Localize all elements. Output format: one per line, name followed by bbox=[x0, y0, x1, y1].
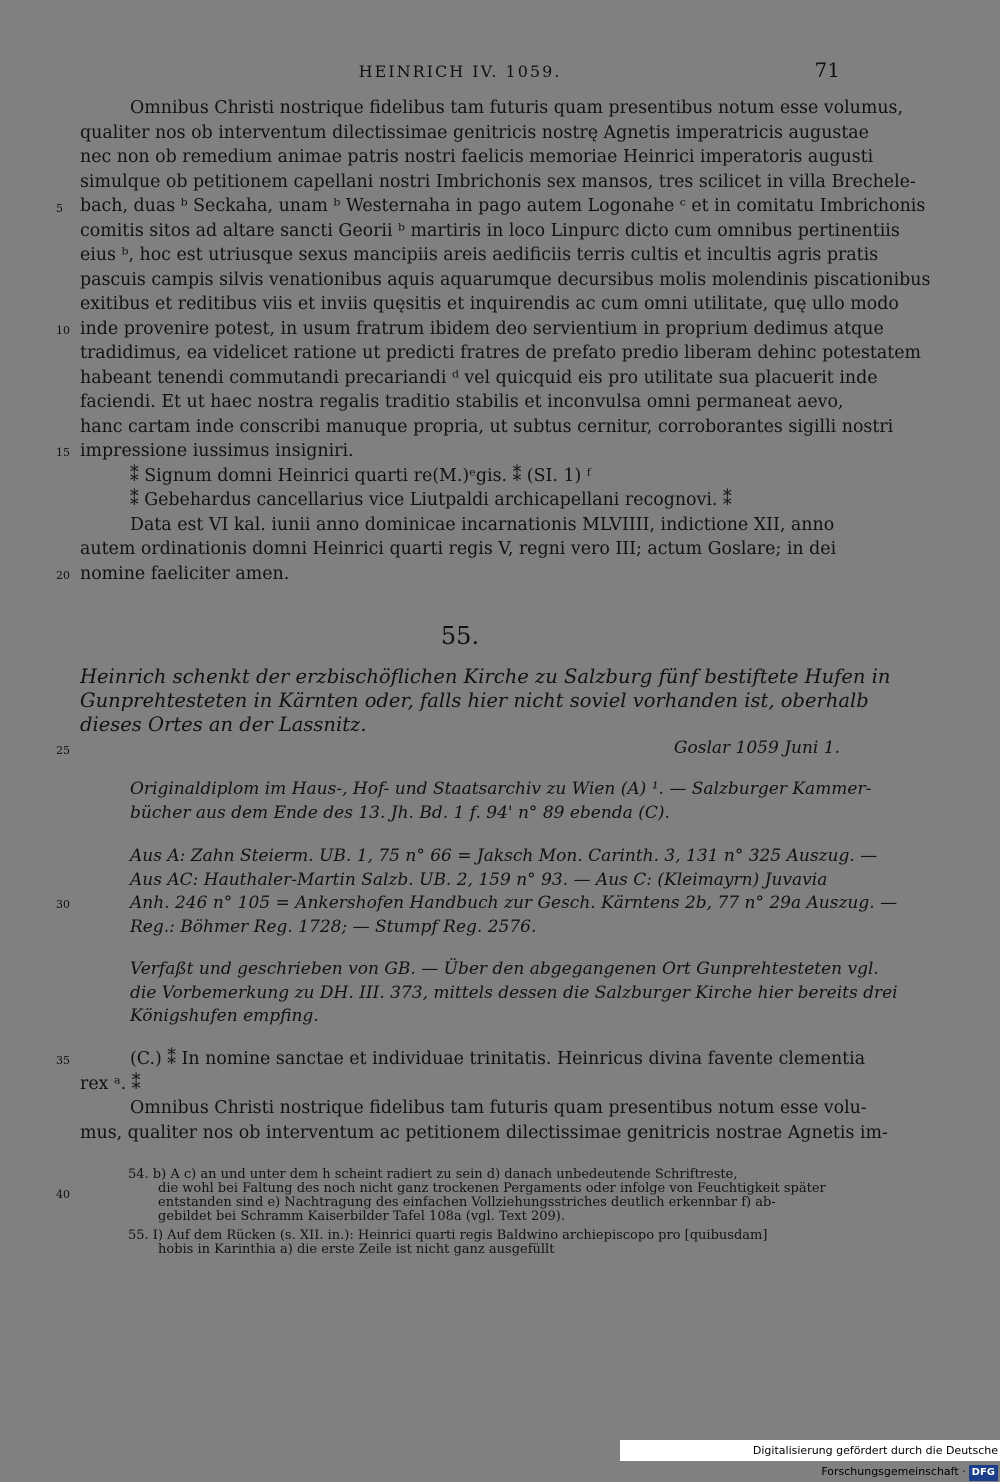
commentary-note bbox=[130, 958, 898, 1029]
page-number: 71 bbox=[814, 58, 840, 82]
digitization-banner bbox=[620, 1440, 1000, 1478]
dfg-logo-icon: DFG bbox=[969, 1465, 998, 1481]
text-line: qualiter nos ob interventum dilectissimae genitricis nostrę Agnetis imperatricis augustae bbox=[80, 122, 869, 143]
commentary-line: Königshufen empfing. bbox=[130, 1006, 319, 1026]
commentary-line: die Vorbemerkung zu DH. III. 373, mittels dessen die Salzburger Kirche hier bereits drei bbox=[130, 982, 898, 1003]
text-line: Omnibus Christi nostrique fidelibus tam futuris quam presentibus notum esse volumus, bbox=[130, 98, 904, 118]
dating-line: nomine faeliciter amen. bbox=[80, 563, 290, 584]
text-line: bach, duas ᵇ Seckaha, unam ᵇ Westernaha in pago autem Logonahe ᶜ et in comitatu Imbrichonis bbox=[80, 196, 926, 216]
edition-line: Anh. 246 n° 105 = Ankershofen Handbuch zur Gesch. Kärntens 2b, 77 n° 29a Auszug. — bbox=[130, 893, 898, 913]
text-line: pascuis campis silvis venationibus aquis aquarumque decursibus molis molendinis piscationibus bbox=[80, 269, 931, 290]
footnote-line: gebildet bei Schramm Kaiserbilder Tafel 108a (vgl. Text 209). bbox=[158, 1209, 565, 1224]
footnote-line: 55. I) Auf dem Rücken (s. XII. in.): Heinrici quarti regis Baldwino archiepiscopo pro [quibusdam] bbox=[128, 1228, 768, 1243]
text-line: exitibus et reditibus viis et inviis quęsitis et inquirendis ac cum omni utilitate, quę ullo modo bbox=[80, 294, 899, 314]
footnote-line: hobis in Karinthia a) die erste Zeile ist nicht ganz ausgefüllt bbox=[158, 1242, 555, 1257]
margin-line-number: 10 bbox=[56, 324, 70, 337]
margin-line-number: 20 bbox=[56, 569, 70, 582]
dating-line: autem ordinationis domni Heinrici quarti regis V, regni vero III; actum Goslare; in dei bbox=[80, 539, 837, 559]
margin-line-number: 35 bbox=[56, 1054, 70, 1067]
text-line: inde provenire potest, in usum fratrum ibidem deo servientium in proprium dedimus atque bbox=[80, 318, 884, 339]
regest bbox=[80, 665, 891, 737]
text-line: hanc cartam inde conscribi manuque propria, ut subtus cernitur, corroborantes sigilli nostri bbox=[80, 416, 894, 437]
margin-line-number: 25 bbox=[56, 744, 70, 757]
regest-line: Gunprehtesteten in Kärnten oder, falls hier nicht soviel vorhanden ist, oberhalb bbox=[80, 689, 869, 712]
document-number: 55. bbox=[440, 622, 480, 650]
text-line: tradidimus, ea videlicet ratione ut predicti fratres de prefato predio liberam dehinc potestatem bbox=[80, 343, 922, 363]
dating-line: Data est VI kal. iunii anno dominicae incarnationis MLVIIII, indictione XII, anno bbox=[130, 514, 835, 535]
footnote-line: die wohl bei Faltung des noch nicht ganz trockenen Pergaments oder infolge von Feuchtigkeit später bbox=[158, 1181, 826, 1196]
running-title: HEINRICH IV. 1059. bbox=[358, 62, 562, 81]
footnote-line: entstanden sind e) Nachtragung des einfachen Vollziehungsstriches deutlich erkennbar f) ab- bbox=[158, 1195, 776, 1210]
margin-line-number: 15 bbox=[56, 446, 70, 459]
tradition-line: bücher aus dem Ende des 13. Jh. Bd. 1 f. 94' n° 89 ebenda (C). bbox=[130, 802, 670, 823]
regest-line: dieses Ortes an der Lassnitz. bbox=[80, 713, 367, 736]
regest-line: Heinrich schenkt der erzbischöflichen Kirche zu Salzburg fünf bestiftete Hufen in bbox=[80, 665, 891, 688]
commentary-line: Verfaßt und geschrieben von GB. — Über den abgegangenen Ort Gunprehtesteten vgl. bbox=[130, 959, 879, 979]
margin-line-number: 30 bbox=[56, 898, 70, 911]
margin-line-number: 40 bbox=[56, 1188, 70, 1201]
running-header bbox=[80, 58, 840, 84]
margin-line-number: 5 bbox=[56, 202, 63, 215]
edition-line: Aus AC: Hauthaler-Martin Salzb. UB. 2, 159 n° 93. — Aus C: (Kleimayrn) Juvavia bbox=[130, 869, 828, 890]
banner-text: Digitalisierung gefördert durch die Deutsche Forschungsgemeinschaft · bbox=[752, 1444, 998, 1478]
text-line: eius ᵇ, hoc est utriusque sexus mancipiis areis aedificiis terris cultis et incultis agris pratis bbox=[80, 245, 879, 265]
tradition-line: Originaldiplom im Haus-, Hof- und Staatsarchiv zu Wien (A) ¹. — Salzburger Kammer- bbox=[130, 779, 872, 799]
text-line: comitis sitos ad altare sancti Georii ᵇ martiris in loco Linpurc dicto cum omnibus pertinentiis bbox=[80, 220, 900, 241]
text-line: mus, qualiter nos ob interventum ac petitionem dilectissimae genitricis nostrae Agnetis im- bbox=[80, 1122, 888, 1143]
text-line: (C.) ⁑ In nomine sanctae et individuae trinitatis. Heinricus divina favente clementia bbox=[130, 1049, 866, 1069]
text-line: impressione iussimus insigniri. bbox=[80, 441, 354, 461]
text-line: faciendi. Et ut haec nostra regalis traditio stabilis et inconvulsa omni permaneat aevo, bbox=[80, 392, 844, 412]
text-line: nec non ob remedium animae patris nostri faelicis memoriae Heinrici imperatoris augusti bbox=[80, 147, 874, 167]
date-place: Goslar 1059 Juni 1. bbox=[673, 738, 840, 758]
charter-text-54 bbox=[80, 96, 931, 586]
text-line: rex ᵃ. ⁑ bbox=[80, 1073, 141, 1094]
edition-line: Aus A: Zahn Steierm. UB. 1, 75 n° 66 = Jaksch Mon. Carinth. 3, 131 n° 325 Auszug. — bbox=[130, 846, 878, 866]
recognition-line: ⁑ Gebehardus cancellarius vice Liutpaldi archicapellani recognovi. ⁑ bbox=[130, 490, 732, 510]
signum-line: ⁑ Signum domni Heinrici quarti re(M.)ᵉgis. ⁑ (SI. 1) ᶠ bbox=[130, 465, 591, 486]
tradition-note bbox=[130, 778, 872, 825]
charter-text-55 bbox=[80, 1047, 888, 1145]
edition-line: Reg.: Böhmer Reg. 1728; — Stumpf Reg. 2576. bbox=[130, 916, 537, 937]
footnote-line: 54. b) A c) an und unter dem h scheint radiert zu sein d) danach unbedeutende Schriftreste, bbox=[128, 1167, 738, 1182]
footnotes bbox=[80, 1168, 840, 1257]
editions-note bbox=[130, 845, 898, 939]
text-line: habeant tenendi commutandi precariandi ᵈ vel quicquid eis pro utilitate sua placuerit inde bbox=[80, 367, 878, 388]
text-line: simulque ob petitionem capellani nostri Imbrichonis sex mansos, tres scilicet in villa Brechele- bbox=[80, 171, 916, 192]
text-line: Omnibus Christi nostrique fidelibus tam futuris quam presentibus notum esse volu- bbox=[130, 1098, 867, 1118]
